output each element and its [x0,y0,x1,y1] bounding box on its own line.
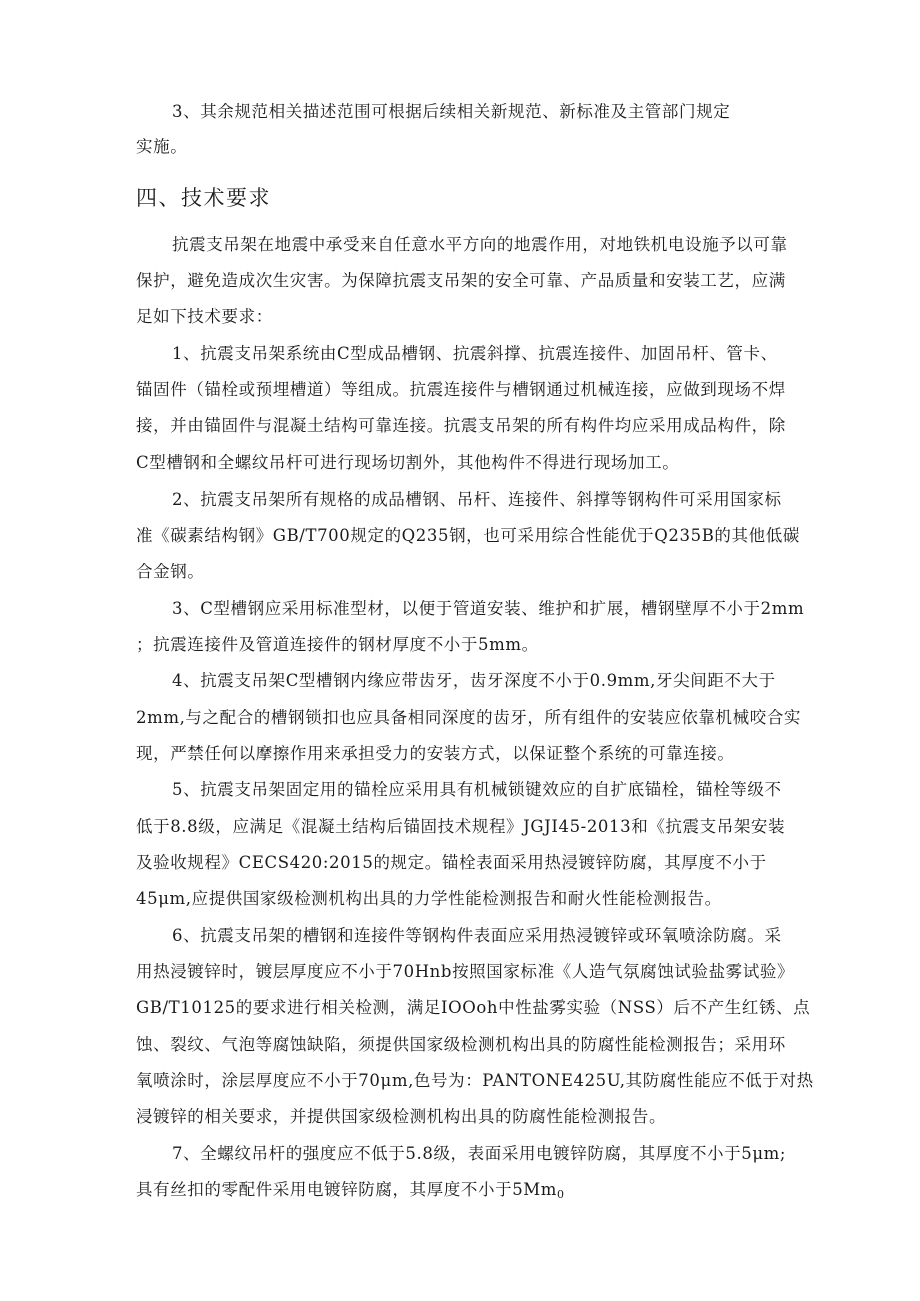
req1-line-4: C型槽钢和全螺纹吊杆可进行现场切割外，其他构件不得进行现场加工。 [136,453,680,472]
req5-line-2: 低于8.8级，应满足《混凝土结构后锚固技术规程》JGJI45-2013和《抗震支吊架安装 [136,817,786,836]
req5-line-1: 5、抗震支吊架固定用的锚栓应采用具有机械锁键效应的自扩底锚栓，锚栓等级不 [172,780,782,799]
req3-line-2: ；抗震连接件及管道连接件的钢材厚度不小于5mm。 [136,635,539,654]
req7-line-2-subscript: 0 [557,1188,565,1201]
intro-line-3: 足如下技术要求： [136,307,273,326]
req5-line-3: 及验收规程》CECS420:2015的规定。锚栓表面采用热浸镀锌防腐，其厚度不小于 [136,853,767,872]
req2-line-1: 2、抗震支吊架所有规格的成品槽钢、吊杆、连接件、斜撑等钢构件可采用国家标 [172,490,782,509]
req6-line-4: 蚀、裂纹、气泡等腐蚀缺陷，须提供国家级检测机构出具的防腐性能检测报告；采用环 [136,1035,786,1054]
req4-line-2: 2mm,与之配合的槽钢锁扣也应具备相同深度的齿牙，所有组件的安装应依靠机械咬合实 [136,708,802,727]
req6-line-3: GB/T10125的要求进行相关检测，满足IOOoh中性盐雾实验（NSS）后不产生红锈、点 [136,998,811,1017]
req1-line-1: 1、抗震支吊架系统由C型成品槽钢、抗震斜撑、抗震连接件、加固吊杆、管卡、 [172,344,778,363]
req7-line-2 [136,1179,796,1206]
req3-line-1: 3、C型槽钢应采用标准型材，以便于管道安装、维护和扩展，槽钢壁厚不小于2mm [172,599,805,618]
req6-line-1: 6、抗震支吊架的槽钢和连接件等钢构件表面应采用热浸镀锌或环氧喷涂防腐。采 [172,926,782,945]
req2-line-3: 合金钢。 [136,562,205,581]
req6-line-6: 浸镀锌的相关要求，并提供国家级检测机构出具的防腐性能检测报告。 [136,1107,667,1126]
req7-line-1: 7、全螺纹吊杆的强度应不低于5.8级，表面采用电镀锌防腐，其厚度不小于5μm; [172,1144,787,1163]
req4-line-1: 4、抗震支吊架C型槽钢内缘应带齿牙，齿牙深度不小于0.9mm,牙尖间距不大于 [172,671,776,690]
item3-line-2: 实施。 [136,137,188,156]
req7-line-2-text: 具有丝扣的零配件采用电镀锌防腐，其厚度不小于5Mm [136,1180,558,1199]
req6-line-2: 用热浸镀锌时，镀层厚度应不小于70Hnb按照国家标准《人造气氛腐蚀试验盐雾试验》 [136,962,795,981]
req2-line-2: 准《碳素结构钢》GB/T700规定的Q235钢，也可采用综合性能优于Q235B的其他低碳 [136,526,800,545]
req4-line-3: 现，严禁任何以摩擦作用来承担受力的安装方式，以保证整个系统的可靠连接。 [136,744,735,763]
intro-line-1: 抗震支吊架在地震中承受来自任意水平方向的地震作用，对地铁机电设施予以可靠 [172,235,788,254]
req1-line-3: 接，并由锚固件与混凝土结构可靠连接。抗震支吊架的所有构件均应采用成品构件，除 [136,416,786,435]
req5-line-4: 45μm,应提供国家级检测机构出具的力学性能检测报告和耐火性能检测报告。 [136,889,722,908]
req6-line-5: 氧喷涂时，涂层厚度应不小于70μm,色号为：PANTONE425U,其防腐性能应不低于对热 [136,1071,814,1090]
req1-line-2: 锚固件（锚栓或预埋槽道）等组成。抗震连接件与槽钢通过机械连接，应做到现场不焊 [136,380,786,399]
item3-line-1: 3、其余规范相关描述范围可根据后续相关新规范、新标准及主管部门规定 [172,102,731,121]
section-heading: 四、技术要求 [136,186,271,210]
intro-line-2: 保护，避免造成次生灾害。为保障抗震支吊架的安全可靠、产品质量和安装工艺，应满 [136,271,786,290]
